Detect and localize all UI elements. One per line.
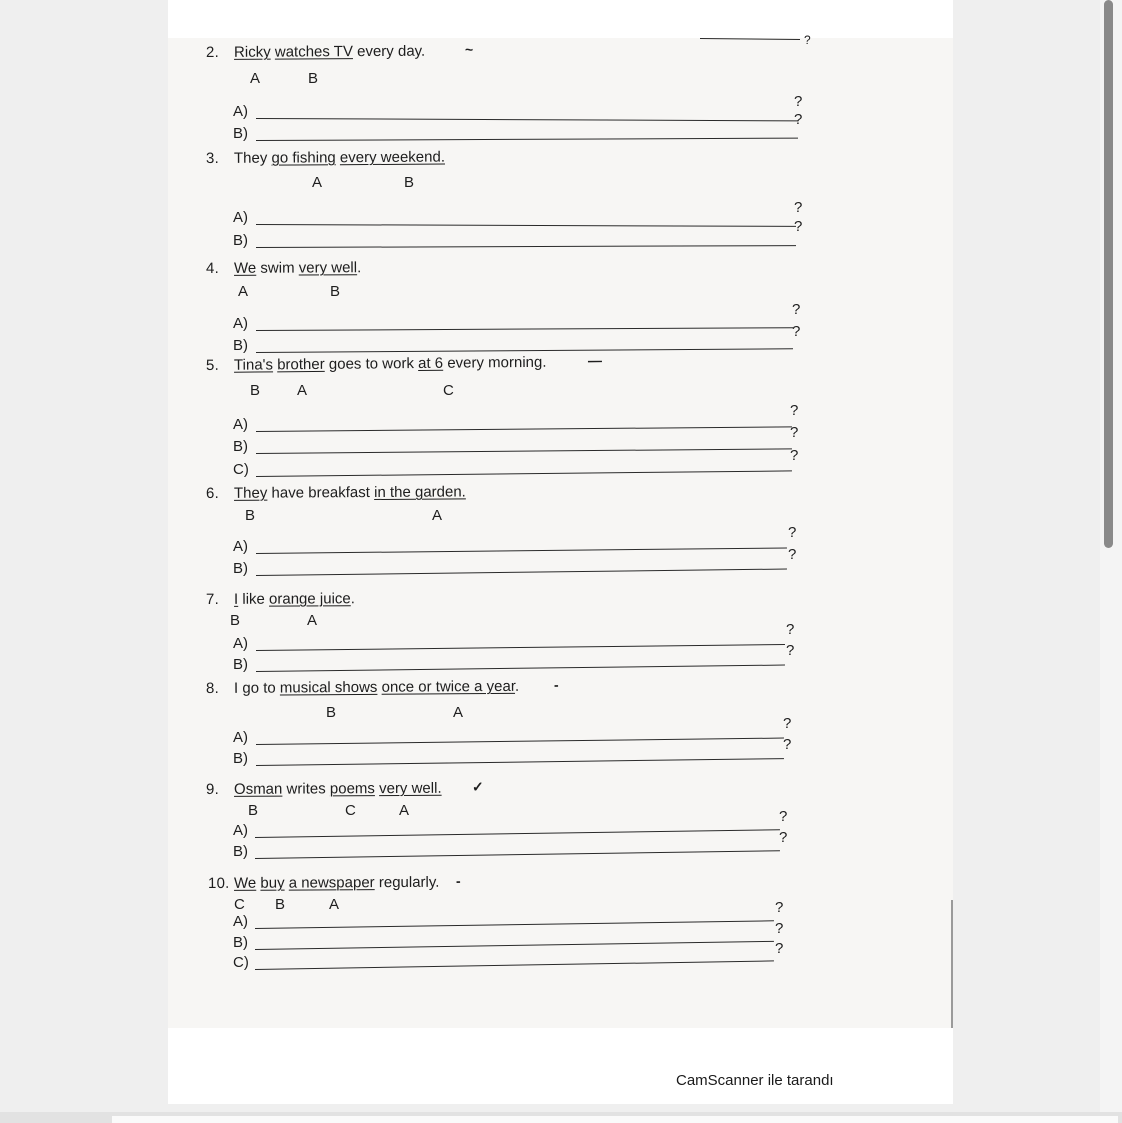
underlined-phrase: buy (260, 874, 285, 892)
sentence-text: goes to work (324, 354, 419, 373)
part-label: B (404, 174, 415, 191)
underlined-phrase: in the garden. (374, 483, 466, 501)
question-number: 9. (205, 780, 219, 799)
answer-end-question-mark: ? (788, 524, 797, 541)
part-labels (168, 382, 953, 400)
answer-end-question-mark: ? (792, 323, 801, 340)
answer-option-label: A) (233, 538, 248, 555)
underlined-phrase: musical shows (279, 678, 378, 697)
part-label: B (245, 507, 256, 524)
underlined-phrase: very well (298, 259, 358, 277)
question-sentence (234, 259, 361, 278)
underlined-phrase: at 6 (417, 354, 444, 372)
underlined-phrase: watches TV (274, 43, 353, 61)
part-label: B (248, 802, 259, 819)
underlined-phrase: very well. (379, 779, 442, 798)
answer-end-question-mark: ? (794, 111, 803, 128)
question-sentence (234, 354, 547, 375)
answer-end-question-mark: ? (790, 402, 799, 419)
underlined-phrase: Ricky (233, 43, 271, 61)
answer-end-question-mark: ? (775, 920, 784, 937)
answer-option-label: A) (233, 913, 248, 930)
part-labels (168, 802, 953, 820)
question-number: 6. (205, 484, 219, 503)
sentence-text: regularly. (374, 873, 440, 892)
sentence-text: swim (256, 259, 299, 277)
part-labels (168, 704, 953, 722)
question-number: 10. (207, 874, 230, 892)
answer-option-label: C) (233, 461, 249, 478)
answer-option-label: B) (233, 232, 248, 249)
part-label: A (399, 802, 410, 819)
question-number: 3. (205, 149, 219, 168)
sentence-text: . (514, 677, 520, 695)
answer-option-label: B) (233, 125, 248, 142)
sentence-text: every morning. (443, 353, 547, 372)
question-sentence (234, 780, 442, 799)
answer-option-label: A) (233, 635, 248, 652)
underlined-phrase: Osman (233, 780, 283, 798)
underlined-phrase: Tina's (233, 356, 274, 374)
part-label: A (297, 382, 308, 399)
question-number: 4. (205, 259, 219, 278)
question-sentence (234, 590, 355, 609)
part-labels (168, 507, 953, 525)
part-label: B (326, 704, 337, 721)
answer-end-question-mark: ? (792, 301, 801, 318)
sentence-text: every day. (352, 42, 426, 61)
part-labels (168, 896, 953, 914)
part-labels (168, 283, 953, 301)
sentence-text: writes (282, 780, 330, 798)
answer-option-label: B) (233, 750, 248, 767)
answer-option-label: A) (233, 103, 248, 120)
answer-end-question-mark: ? (779, 829, 788, 846)
underlined-phrase: I (233, 590, 239, 608)
next-page-edge (112, 1116, 1118, 1123)
answer-option-label: B) (233, 843, 248, 860)
answer-end-question-mark: ? (775, 940, 784, 957)
question-sentence (234, 43, 425, 62)
answer-end-question-mark: ? (786, 621, 795, 638)
scrollbar-thumb[interactable] (1104, 0, 1113, 548)
answer-end-question-mark: ? (794, 199, 803, 216)
answer-option-label: A) (233, 315, 248, 332)
top-answer-fragment: ? (804, 33, 811, 47)
part-label: B (275, 896, 286, 913)
part-label: A (312, 174, 323, 191)
part-label: C (234, 896, 245, 913)
answer-end-question-mark: ? (786, 642, 795, 659)
underlined-phrase: every weekend. (339, 148, 446, 167)
question-sentence (234, 678, 519, 698)
question-sentence (234, 874, 440, 893)
answer-end-question-mark: ? (788, 546, 797, 563)
question-number: 2. (205, 43, 219, 62)
part-label: A (453, 704, 464, 721)
sentence-text: like (238, 590, 270, 608)
part-label: B (330, 283, 341, 300)
answer-option-label: B) (233, 934, 248, 951)
part-label: A (250, 70, 261, 87)
question-number: 8. (205, 679, 219, 698)
answer-option-label: B) (233, 337, 248, 354)
question-number: 7. (205, 590, 219, 609)
part-label: B (230, 612, 241, 629)
part-label: A (238, 283, 249, 300)
sentence-text: They (233, 149, 272, 167)
question-sentence (234, 149, 445, 168)
teacher-check-mark: - (455, 872, 461, 889)
answer-end-question-mark: ? (775, 899, 784, 916)
underlined-phrase: We (233, 259, 257, 277)
underlined-phrase: orange juice (268, 590, 351, 608)
teacher-check-mark: — (587, 352, 603, 369)
answer-end-question-mark: ? (790, 424, 799, 441)
camscanner-footer: CamScanner ile tarandı (676, 1072, 834, 1089)
teacher-check-mark: - (553, 676, 559, 693)
answer-end-question-mark: ? (794, 218, 803, 235)
sentence-text: . (350, 590, 355, 608)
answer-option-label: C) (233, 954, 249, 971)
underlined-phrase: brother (277, 355, 325, 374)
part-label: C (443, 382, 454, 399)
part-label: B (308, 70, 319, 87)
sentence-text: have breakfast (267, 483, 375, 502)
part-label: A (432, 507, 443, 524)
sentence-text: . (357, 259, 362, 277)
underlined-phrase: go fishing (271, 149, 336, 167)
answer-option-label: A) (233, 822, 248, 839)
scan-edge-shadow (951, 900, 953, 1028)
answer-option-label: A) (233, 729, 248, 746)
question-number: 5. (205, 356, 219, 375)
part-labels (168, 70, 953, 88)
underlined-phrase: once or twice a year (381, 677, 516, 696)
answer-option-label: B) (233, 560, 248, 577)
sentence-text: I go to (233, 679, 280, 697)
underlined-phrase: They (233, 484, 268, 502)
underlined-phrase: poems (329, 780, 375, 798)
answer-end-question-mark: ? (779, 808, 788, 825)
teacher-check-mark: ✓ (471, 778, 484, 795)
underlined-phrase: We (233, 874, 257, 892)
answer-end-question-mark: ? (783, 736, 792, 753)
teacher-check-mark: ~ (464, 41, 474, 58)
part-label: B (250, 382, 261, 399)
part-label: C (345, 802, 356, 819)
part-label: A (307, 612, 318, 629)
underlined-phrase: a newspaper (288, 874, 375, 892)
answer-end-question-mark: ? (794, 93, 803, 110)
answer-end-question-mark: ? (783, 715, 792, 732)
scanned-page (168, 0, 953, 1104)
answer-option-label: A) (233, 209, 248, 226)
part-labels (168, 174, 953, 192)
answer-option-label: B) (233, 656, 248, 673)
part-labels (168, 612, 953, 630)
question-sentence (234, 483, 466, 502)
answer-option-label: A) (233, 416, 248, 433)
part-label: A (329, 896, 340, 913)
answer-end-question-mark: ? (790, 447, 799, 464)
answer-option-label: B) (233, 438, 248, 455)
